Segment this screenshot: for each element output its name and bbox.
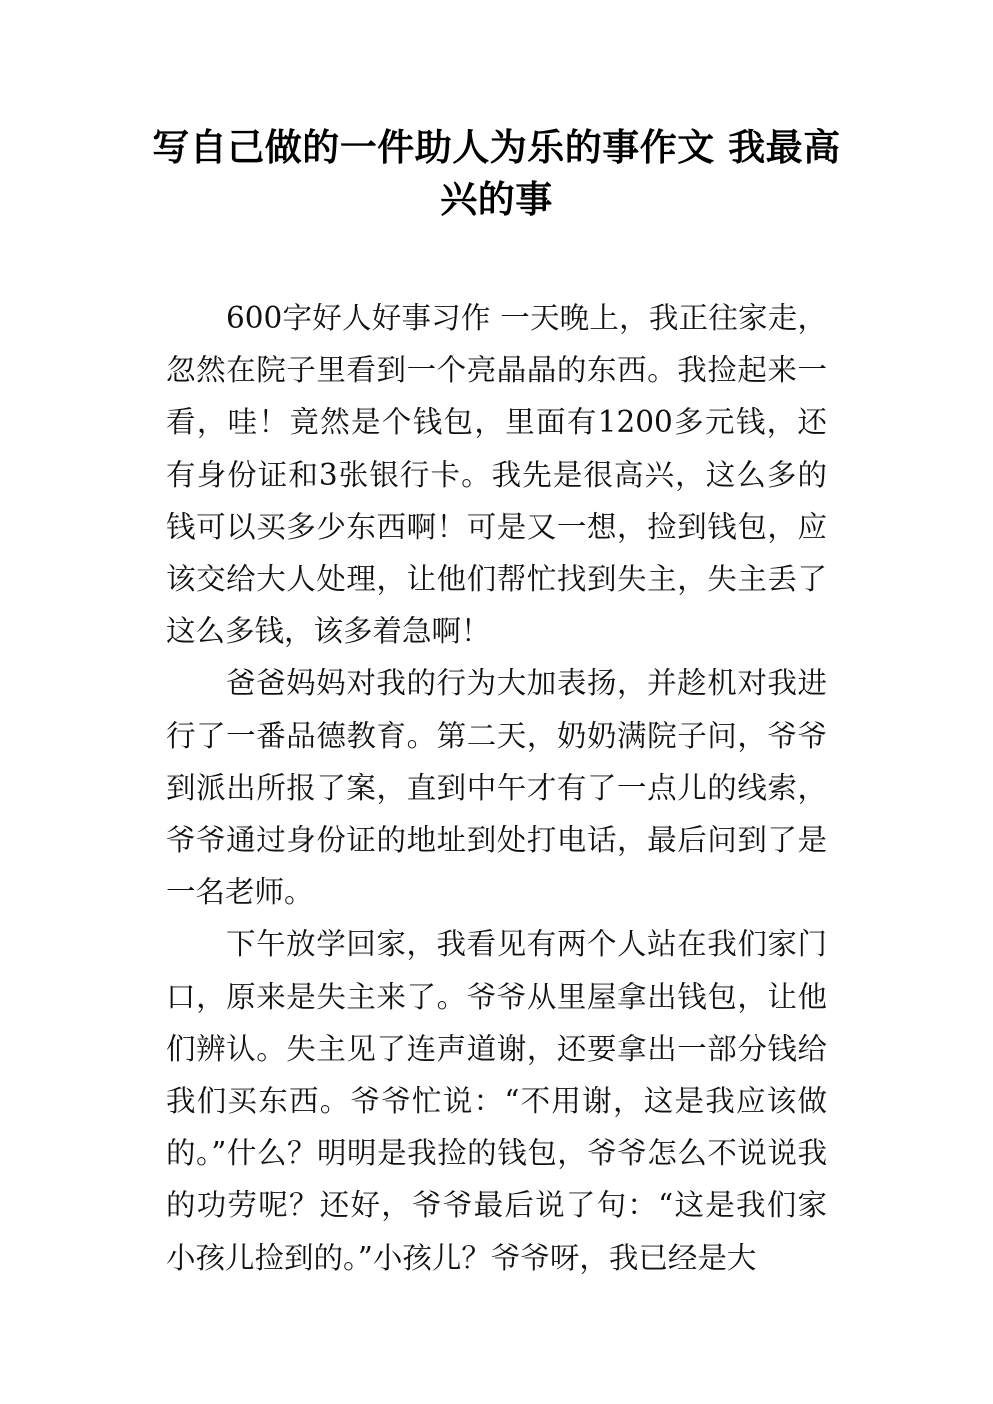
document-title: 写自己做的一件助人为乐的事作文 我最高兴的事 — [152, 126, 841, 221]
document-body — [166, 292, 827, 1284]
paragraph-3: 下午放学回家，我看见有两个人站在我们家门口，原来是失主来了。爷爷从里屋拿出钱包，让他们辨认。失主见了连声道谢，还要拿出一部分钱给我们买东西。爷爷忙说：“不用谢，这是我应该做的。”什么？明明是我捡的钱包，爷爷怎么不说说我的功劳呢？还好，爷爷最后说了句：“这是我们家小孩儿捡到的。”小孩儿？爷爷呀，我已经是大 — [166, 927, 827, 1275]
paragraph-2: 爸爸妈妈对我的行为大加表扬，并趁机对我进行了一番品德教育。第二天，奶奶满院子问，爷爷到派出所报了案，直到中午才有了一点儿的线索，爷爷通过身份证的地址到处打电话，最后问到了是一名老师。 — [166, 666, 827, 910]
paragraph-1: 600字好人好事习作 一天晚上，我正往家走，忽然在院子里看到一个亮晶晶的东西。我捡起来一看，哇！竟然是个钱包，里面有1200多元钱，还有身份证和3张银行卡。我先是很高兴，这么多的钱可以买多少东西啊！可是又一想，捡到钱包，应该交给大人处理，让他们帮忙找到失主，失主丢了这么多钱，该多着急啊！ — [166, 301, 827, 649]
